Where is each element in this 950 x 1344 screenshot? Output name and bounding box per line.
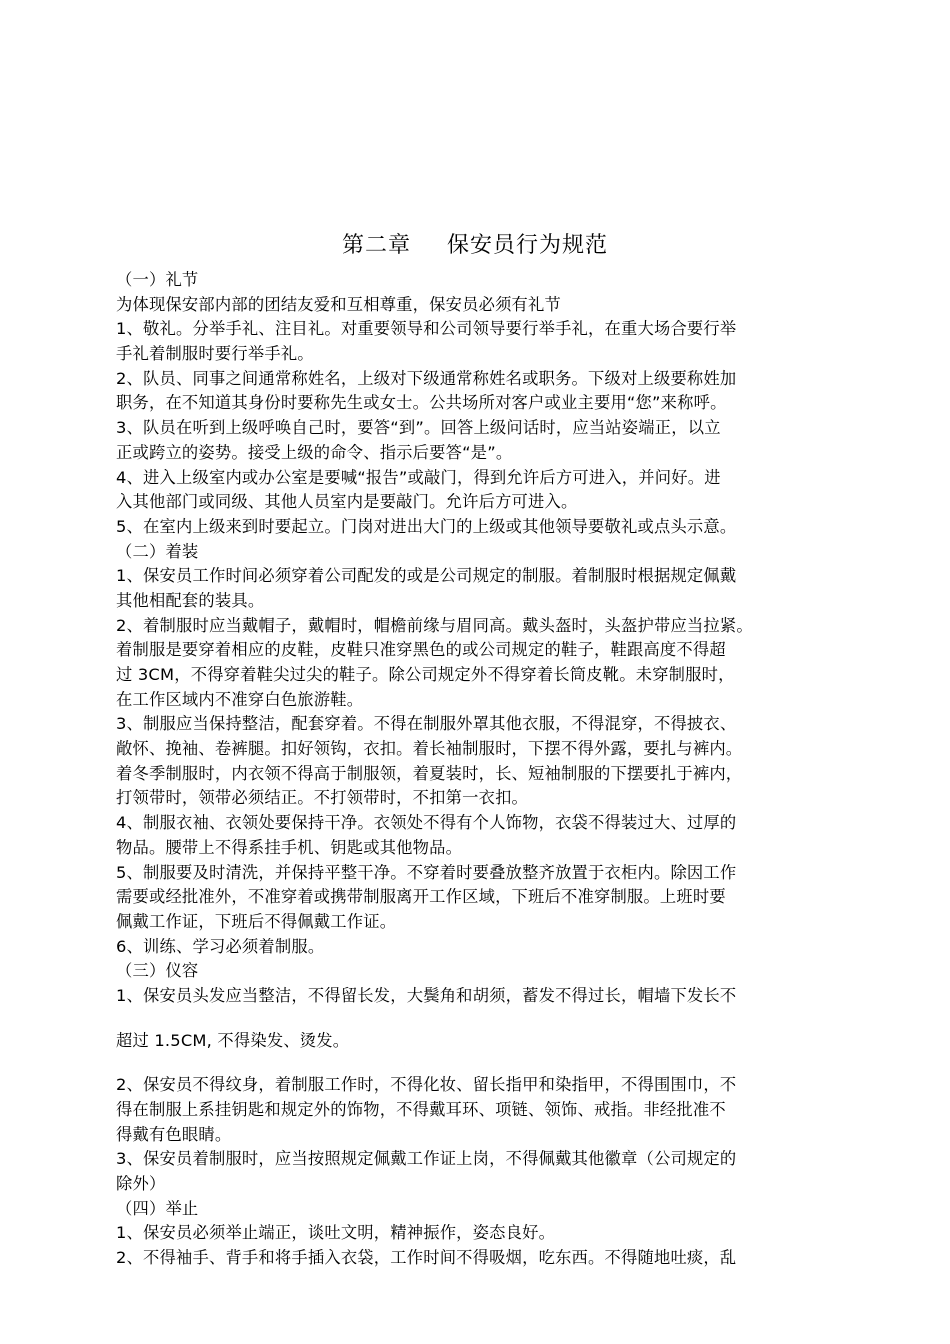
- paragraph-line: 2、队员、同事之间通常称姓名，上级对下级通常称姓名或职务。下级对上级要称姓加: [116, 368, 737, 388]
- section-heading: （一）礼节: [116, 270, 199, 289]
- paragraph-line: 1、保安员头发应当整洁，不得留长发，大鬓角和胡须，蓄发不得过长，帽墙下发长不: [116, 985, 737, 1005]
- paragraph-line: 需要或经批准外，不准穿着或携带制服离开工作区域，下班后不准穿制服。上班时要: [116, 887, 726, 907]
- paragraph-line: 4、进入上级室内或办公室是要喊“报告”或敲门，得到允许后方可进入，并问好。进: [116, 467, 721, 487]
- paragraph-line: 物品。腰带上不得系挂手机、钥匙或其他物品。: [116, 837, 463, 857]
- paragraph-line: 为体现保安部内部的团结友爱和互相尊重，保安员必须有礼节: [116, 294, 561, 314]
- section-heading: （二）着装: [116, 541, 199, 561]
- paragraph-line: 入其他部门或同级、其他人员室内是要敲门。允许后方可进入。: [116, 492, 578, 512]
- paragraph-line: 佩戴工作证，下班后不得佩戴工作证。: [116, 911, 397, 931]
- paragraph-line: 敞怀、挽袖、卷裤腿。扣好领钩，衣扣。着长袖制服时，下摆不得外露，要扎与裤内。: [116, 739, 743, 759]
- paragraph-line: 5、在室内上级来到时要起立。门岗对进出大门的上级或其他领导要敬礼或点头示意。: [116, 516, 737, 536]
- paragraph-line: 其他相配套的装具。: [116, 590, 265, 610]
- paragraph-line: 1、保安员工作时间必须穿着公司配发的或是公司规定的制服。着制服时根据规定佩戴: [116, 566, 737, 586]
- paragraph-line: 6、训练、学习必须着制服。: [116, 936, 325, 956]
- paragraph-line: 过 3CM，不得穿着鞋尖过尖的鞋子。除公司规定外不得穿着长筒皮靴。未穿制服时，: [116, 665, 735, 684]
- paragraph-line: 2、不得袖手、背手和将手插入衣袋，工作时间不得吸烟，吃东西。不得随地吐痰，乱: [116, 1248, 737, 1268]
- paragraph-line: 2、保安员不得纹身，着制服工作时，不得化妆、留长指甲和染指甲，不得围围巾，不: [116, 1075, 737, 1095]
- paragraph-line: 得戴有色眼睛。: [116, 1124, 232, 1144]
- paragraph-line: 正或跨立的姿势。接受上级的命令、指示后要答“是”。: [116, 442, 513, 462]
- paragraph-line: 在工作区域内不准穿白色旅游鞋。: [116, 689, 364, 709]
- section-heading: （四）举止: [116, 1198, 199, 1218]
- paragraph-line: 1、保安员必须举止端正，谈吐文明，精神振作，姿态良好。: [116, 1223, 556, 1243]
- paragraph-line: 除外）: [116, 1174, 166, 1194]
- paragraph-line: 3、保安员着制服时，应当按照规定佩戴工作证上岗，不得佩戴其他徽章（公司规定的: [116, 1149, 737, 1169]
- chapter-title: 保安员行为规范: [447, 233, 609, 258]
- document-body: [116, 268, 846, 1271]
- paragraph-line: 职务，在不知道其身份时要称先生或女士。公共场所对客户或业主要用“您”来称呼。: [116, 393, 727, 413]
- paragraph-line: 1、敬礼。分举手礼、注目礼。对重要领导和公司领导要行举手礼，在重大场合要行举: [116, 319, 737, 339]
- paragraph-line: 3、队员在听到上级呼唤自己时，要答“到”。回答上级问话时，应当站姿端正，以立: [116, 418, 721, 438]
- chapter-number: 第二章: [341, 233, 411, 258]
- paragraph-line: 超过 1.5CM, 不得染发、烫发。: [116, 1030, 350, 1050]
- paragraph-line: 着冬季制服时，内衣领不得高于制服领，着夏装时，长、短袖制服的下摆要扎于裤内，: [116, 763, 743, 783]
- paragraph-line: 着制服是要穿着相应的皮鞋，皮鞋只准穿黑色的或公司规定的鞋子，鞋跟高度不得超: [116, 640, 726, 660]
- paragraph-line: 4、制服衣袖、衣领处要保持干净。衣领处不得有个人饰物，衣袋不得装过大、过厚的: [116, 813, 737, 833]
- paragraph-line: 2、着制服时应当戴帽子，戴帽时，帽檐前缘与眉同高。戴头盔时，头盔护带应当拉紧。: [116, 615, 753, 635]
- section-heading: （三）仪容: [116, 961, 199, 981]
- paragraph-line: 手礼着制服时要行举手礼。: [116, 344, 314, 364]
- paragraph-line: 得在制服上系挂钥匙和规定外的饰物，不得戴耳环、项链、领饰、戒指。非经批准不: [116, 1100, 726, 1119]
- page-title: [0, 228, 950, 264]
- paragraph-line: 打领带时，领带必须结正。不打领带时，不扣第一衣扣。: [116, 788, 529, 808]
- paragraph-line: 3、制服应当保持整洁，配套穿着。不得在制服外罩其他衣服，不得混穿，不得披衣、: [116, 714, 737, 734]
- paragraph-line: 5、制服要及时清洗，并保持平整干净。不穿着时要叠放整齐放置于衣柜内。除因工作: [116, 862, 737, 882]
